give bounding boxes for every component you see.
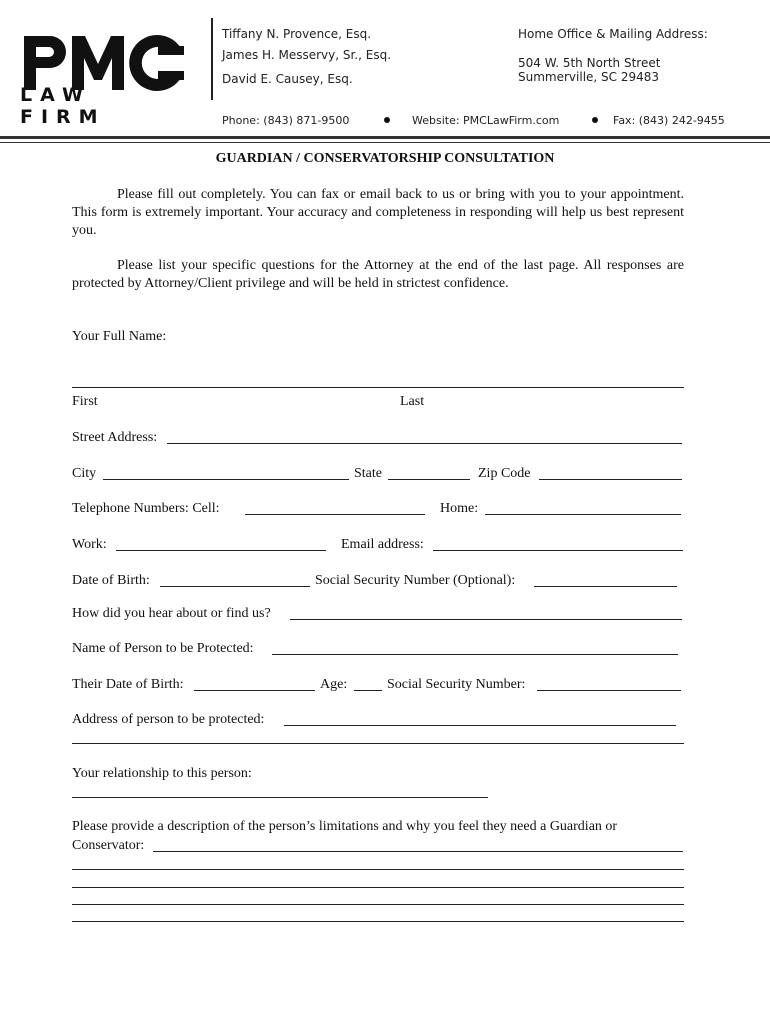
ssn-optional-field[interactable] [534, 586, 677, 587]
zip-code-label: Zip Code [478, 466, 531, 481]
city-label: City [72, 466, 97, 481]
first-name-caption: First [72, 394, 98, 409]
home-phone-label: Home: [440, 501, 479, 516]
protected-name-field[interactable] [272, 654, 678, 655]
description-field[interactable] [153, 851, 683, 852]
intro-paragraph: Please fill out completely. You can fax or email back to us or bring with you to your appointment. This form is extremely important. Your accuracy and completeness in responding will help us best represent you. [72, 187, 684, 238]
description-field-line[interactable] [72, 869, 684, 870]
privacy-paragraph: Please list your specific questions for the Attorney at the end of the last page. All responses are protected by Attorney/Client privilege and will be held in strictest confidence. [72, 258, 684, 291]
address-line: Summerville, SC 29483 [518, 70, 660, 84]
cell-phone-field[interactable] [245, 514, 425, 515]
address-line: 504 W. 5th North Street [518, 56, 661, 70]
bullet-icon [592, 117, 598, 123]
ssn-label: Social Security Number: [387, 677, 526, 692]
full-name-field[interactable] [72, 387, 684, 388]
referral-label: How did you hear about or find us? [72, 606, 271, 621]
street-address-field[interactable] [167, 443, 682, 444]
fax-number: Fax: (843) 242-9455 [613, 114, 725, 127]
work-phone-label: Work: [72, 537, 107, 552]
street-address-label: Street Address: [72, 430, 158, 445]
dob-field[interactable] [160, 586, 310, 587]
zip-code-field[interactable] [539, 479, 682, 480]
attorney-name: David E. Causey, Esq. [222, 72, 353, 86]
form-title: GUARDIAN / CONSERVATORSHIP CONSULTATION [215, 151, 555, 166]
dob-label: Date of Birth: [72, 573, 150, 588]
cell-phone-label: Telephone Numbers: Cell: [72, 501, 220, 516]
protected-address-field-line2[interactable] [72, 743, 684, 744]
city-field[interactable] [103, 479, 349, 480]
header-rule [0, 136, 770, 139]
state-field[interactable] [388, 479, 470, 480]
age-field[interactable] [354, 690, 382, 691]
work-phone-field[interactable] [116, 550, 326, 551]
description-field-line[interactable] [72, 921, 684, 922]
description-field-line[interactable] [72, 887, 684, 888]
description-field-line[interactable] [72, 904, 684, 905]
email-field[interactable] [433, 550, 683, 551]
their-dob-field[interactable] [194, 690, 315, 691]
protected-address-field[interactable] [284, 725, 676, 726]
referral-field[interactable] [290, 619, 682, 620]
attorney-name: James H. Messervy, Sr., Esq. [222, 48, 392, 62]
home-phone-field[interactable] [485, 514, 681, 515]
full-name-label: Your Full Name: [72, 329, 167, 344]
phone-number: Phone: (843) 871-9500 [222, 114, 350, 127]
protected-address-label: Address of person to be protected: [72, 712, 265, 727]
address-heading: Home Office & Mailing Address: [518, 27, 708, 41]
header-divider [211, 18, 213, 100]
description-label: Please provide a description of the person’s limitations and why you feel they need a Guardian or [72, 819, 618, 834]
attorney-name: Tiffany N. Provence, Esq. [222, 27, 372, 41]
website-link[interactable]: Website: PMCLawFirm.com [412, 114, 560, 127]
relationship-label: Your relationship to this person: [72, 766, 252, 781]
header-rule [0, 142, 770, 143]
protected-name-label: Name of Person to be Protected: [72, 641, 254, 656]
ssn-optional-label: Social Security Number (Optional): [315, 573, 516, 588]
logo-subtitle: LAW FIRM [20, 84, 106, 128]
relationship-field[interactable] [72, 797, 488, 798]
their-dob-label: Their Date of Birth: [72, 677, 184, 692]
bullet-icon [384, 117, 390, 123]
state-label: State [354, 466, 382, 481]
last-name-caption: Last [400, 394, 425, 409]
description-label-continued: Conservator: [72, 838, 145, 853]
ssn-field[interactable] [537, 690, 681, 691]
age-label: Age: [320, 677, 348, 692]
email-label: Email address: [341, 537, 424, 552]
